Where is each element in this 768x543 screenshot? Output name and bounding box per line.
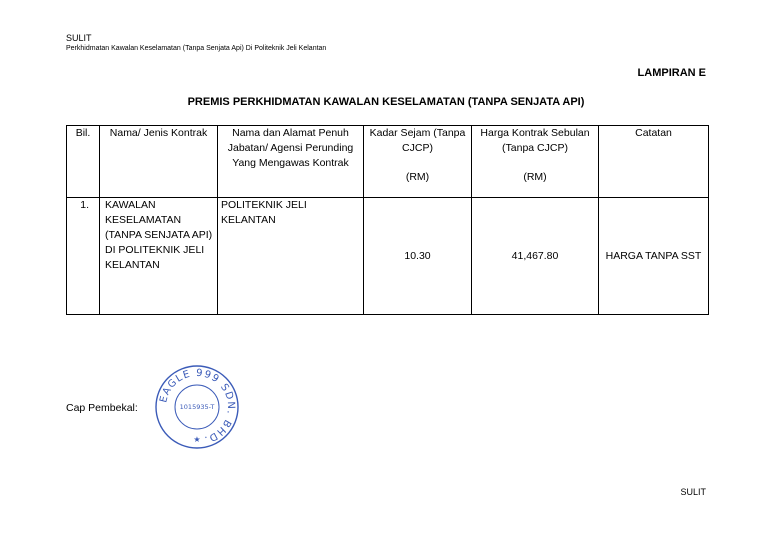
header-subtitle: Perkhidmatan Kawalan Keselamatan (Tanpa Senjata Api) Di Politeknik Jeli Kelantan (66, 45, 327, 52)
page-title: PREMIS PERKHIDMATAN KAWALAN KESELAMATAN (TANPA SENJATA API) (187, 96, 585, 108)
cell-harga: 41,467.80 (472, 198, 599, 315)
col-harga (472, 126, 599, 198)
premis-table (66, 125, 709, 315)
stamp-ring-text: EAGLE 999 SDN. BHD. (158, 367, 237, 446)
col-kadar (364, 126, 472, 198)
footer-classification: SULIT (680, 487, 706, 497)
col-harga-unit: (RM) (523, 171, 547, 183)
col-kadar-unit: (RM) (405, 171, 430, 183)
cap-pembekal-label: Cap Pembekal: (66, 402, 138, 414)
company-stamp (154, 364, 240, 450)
cell-nama-alamat: POLITEKNIK JELI KELANTAN (218, 198, 364, 315)
cell-catatan: HARGA TANPA SST (599, 198, 709, 315)
cell-kadar: 10.30 (364, 198, 472, 315)
table-row (67, 198, 709, 315)
col-bil: Bil. (67, 126, 100, 198)
header-classification: SULIT (66, 33, 92, 43)
stamp-star-icon: ★ (193, 435, 201, 444)
col-harga-label: Harga Kontrak Sebulan (Tanpa CJCP) (480, 127, 590, 154)
cell-bil: 1. (67, 198, 100, 315)
table-header-row (67, 126, 709, 198)
col-kadar-label: Kadar Sejam (Tanpa CJCP) (369, 127, 466, 154)
stamp-reg-no: 1015935-T (179, 403, 215, 411)
col-catatan: Catatan (599, 126, 709, 198)
col-nama-jenis: Nama/ Jenis Kontrak (100, 126, 218, 198)
lampiran-label: LAMPIRAN E (637, 67, 706, 79)
col-nama-alamat: Nama dan Alamat Penuh Jabatan/ Agensi Perunding Yang Mengawas Kontrak (218, 126, 364, 198)
cell-nama-jenis: KAWALAN KESELAMATAN (TANPA SENJATA API) DI POLITEKNIK JELI KELANTAN (100, 198, 218, 315)
